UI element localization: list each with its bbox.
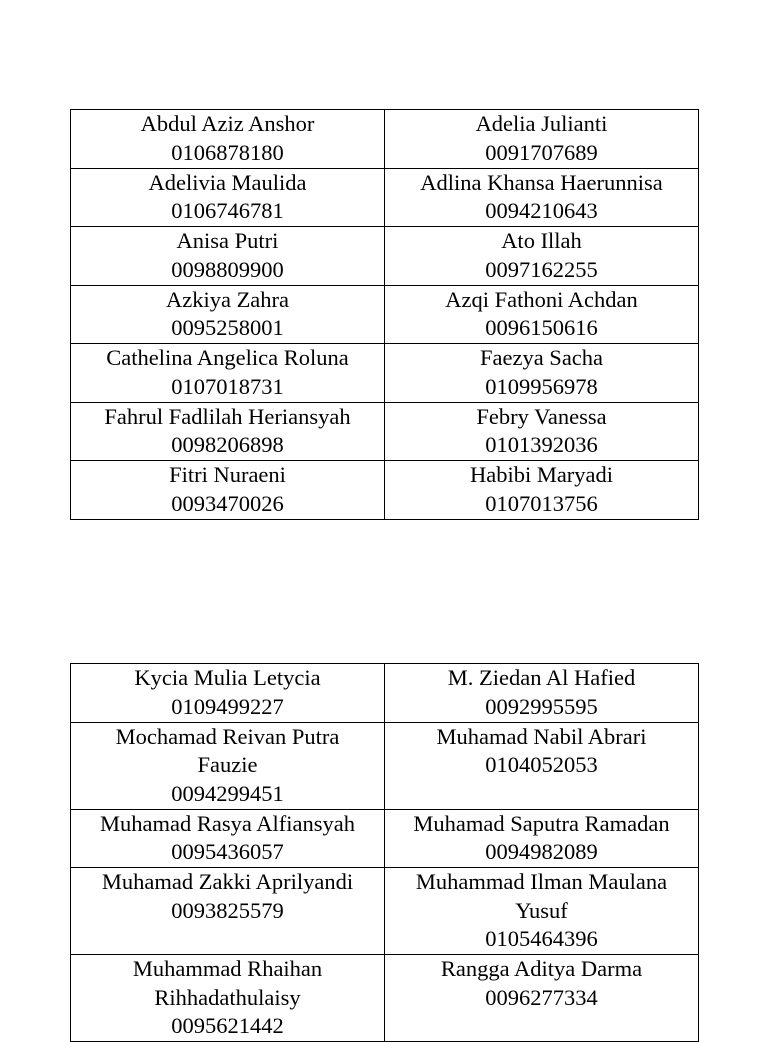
student-name: Mochamad Reivan Putra Fauzie [115,723,340,777]
student-name: Abdul Aziz Anshor [140,111,315,136]
student-name: Adelivia Maulida [148,169,307,195]
student-name: Cathelina Angelica Roluna [106,345,349,370]
table-row [71,809,699,868]
student-cell [71,722,385,809]
student-name: Ato Illah [501,228,582,253]
student-cell [71,868,385,955]
student-name: Kycia Mulia Letycia [134,665,321,690]
student-table-2-body [71,664,699,1042]
student-id: 0094982089 [485,839,598,864]
student-cell [71,402,385,461]
student-id: 0094210643 [485,198,598,223]
student-name: Fahrul Fadlilah Heriansyah [104,403,351,429]
student-cell [385,955,699,1042]
student-cell [385,168,699,227]
table-row [71,722,699,809]
student-id: 0101392036 [485,432,598,457]
student-id: 0097162255 [485,256,598,282]
student-id: 0104052053 [485,752,598,777]
student-id: 0095621442 [171,1013,284,1038]
table-row [71,285,699,344]
student-cell [71,344,385,403]
student-id: 0092995595 [485,693,598,719]
student-name: Febry Vanessa [476,403,607,429]
student-name: Fitri Nuraeni [169,462,286,487]
student-cell [385,110,699,169]
student-cell [385,809,699,868]
student-id: 0109499227 [171,693,284,719]
table-row [71,461,699,520]
student-id: 0095436057 [171,839,284,864]
student-table-2 [70,663,699,1042]
student-cell [71,955,385,1042]
student-id: 0106746781 [171,198,284,223]
student-name: Muhamad Zakki Aprilyandi [101,869,354,894]
student-name: Muhammad Rhaihan Rihhadathulaisy [132,956,323,1010]
student-name: Faezya Sacha [479,345,604,370]
table-row [71,868,699,955]
student-cell [385,722,699,809]
student-name: Rangga Aditya Darma [440,956,643,981]
student-name: Muhamad Nabil Abrari [436,723,647,749]
student-id: 0096150616 [485,315,598,340]
student-id: 0093825579 [171,897,284,923]
student-id: 0107018731 [171,373,284,399]
student-name: Muhammad Ilman Maulana Yusuf [415,869,668,923]
table-row [71,664,699,723]
table-row [71,402,699,461]
student-cell [385,461,699,520]
student-cell [71,809,385,868]
student-cell [71,110,385,169]
student-id: 0107013756 [485,490,598,516]
student-name: Azkiya Zahra [165,286,290,312]
student-cell [71,664,385,723]
student-cell [385,664,699,723]
table-row [71,344,699,403]
student-id: 0096277334 [485,984,598,1010]
student-id: 0091707689 [485,139,598,165]
student-cell [385,285,699,344]
student-name: Anisa Putri [176,228,279,253]
student-id: 0098206898 [171,432,284,457]
student-cell [71,461,385,520]
table-row [71,168,699,227]
student-id: 0098809900 [171,256,284,282]
table-row [71,227,699,286]
student-id: 0093470026 [171,490,284,516]
student-id: 0105464396 [485,926,598,951]
student-cell [385,344,699,403]
student-id: 0095258001 [171,315,284,340]
student-name: Muhamad Rasya Alfiansyah [100,810,355,836]
student-name: Habibi Maryadi [469,462,614,487]
table-row [71,955,699,1042]
student-id: 0109956978 [485,373,598,399]
student-cell [385,868,699,955]
student-table-1-body [71,110,699,520]
student-name: Muhamad Saputra Ramadan [413,810,670,836]
student-id: 0094299451 [171,780,284,806]
student-name: Azqi Fathoni Achdan [445,286,638,312]
student-cell [385,227,699,286]
student-cell [385,402,699,461]
student-table-1 [70,109,699,520]
student-cell [71,168,385,227]
student-cell [71,227,385,286]
student-name: Adlina Khansa Haerunnisa [420,169,663,195]
student-id: 0106878180 [171,139,284,165]
student-cell [71,285,385,344]
table-row [71,110,699,169]
student-name: Adelia Julianti [475,111,608,136]
student-name: M. Ziedan Al Hafied [447,665,636,690]
